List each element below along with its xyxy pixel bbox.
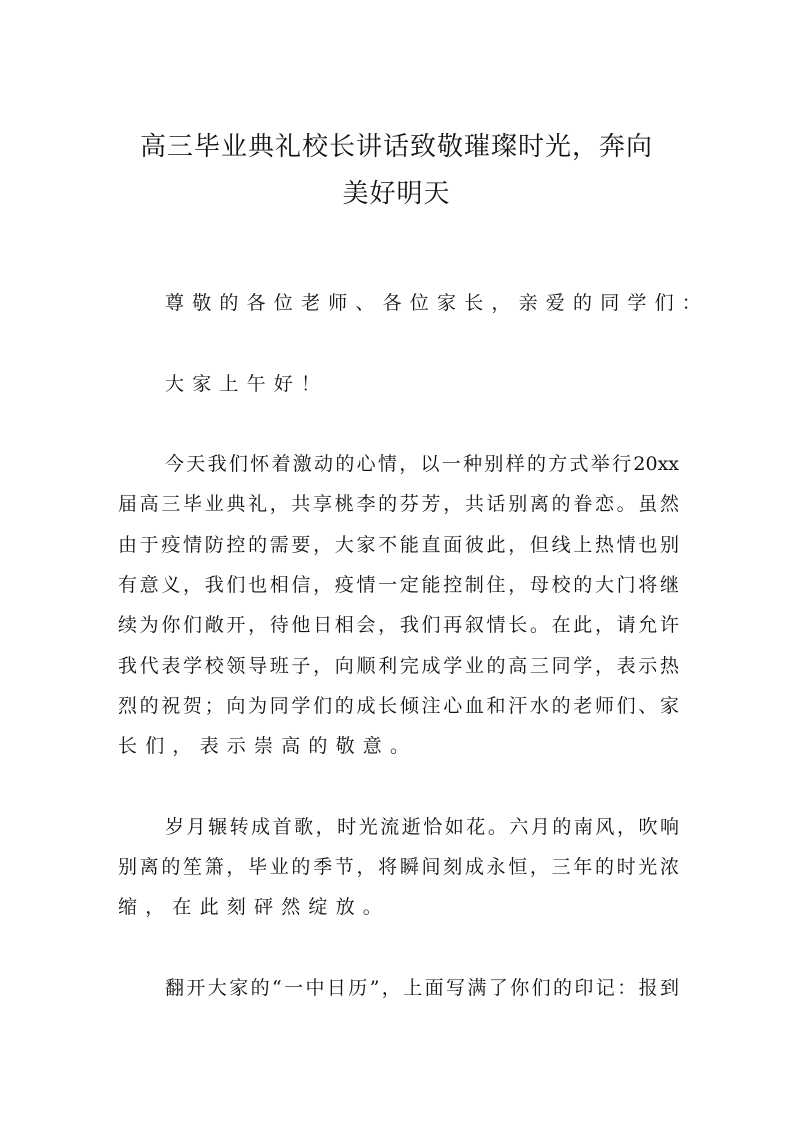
text-line: 缩，在此刻砰然绽放。 — [118, 896, 391, 919]
paragraph-opening — [118, 444, 679, 766]
paragraph-calendar — [118, 968, 679, 1008]
title-line-2: 美好明天 — [342, 179, 451, 209]
document-body — [118, 283, 710, 1008]
text-line: 由于疫情防控的需要，大家不能直面彼此，但线上热情也别 — [118, 533, 679, 556]
text-line: 别离的笙箫，毕业的季节，将瞬间刻成永恒，三年的时光浓 — [118, 856, 679, 879]
paragraph-greeting — [118, 364, 679, 404]
text-line: 翻开大家的“一中日历”，上面写满了你们的印记：报到 — [165, 977, 679, 1000]
text-line: 有意义，我们也相信，疫情一定能控制住，母校的大门将继 — [118, 574, 679, 597]
text-line: 大家上午好！ — [165, 372, 329, 395]
document-title — [110, 124, 683, 218]
text-line: 长们，表示崇高的敬意。 — [118, 735, 418, 758]
text-line: 烈的祝贺；向为同学们的成长倾注心血和汗水的老师们、家 — [118, 694, 679, 717]
text-line: 尊敬的各位老师、各位家长，亲爱的同学们： — [165, 292, 710, 314]
title-line-1: 高三毕业典礼校长讲话致敬璀璨时光，奔向 — [139, 132, 653, 162]
paragraph-salutation — [118, 283, 710, 323]
text-line: 我代表学校领导班子，向顺利完成学业的高三同学，表示热 — [118, 654, 679, 677]
text-line: 届高三毕业典礼，共享桃李的芬芳，共话别离的眷恋。虽然 — [118, 493, 679, 516]
text-line: 岁月辗转成首歌，时光流逝恰如花。六月的南风，吹响 — [165, 815, 679, 838]
text-line: 续为你们敞开，待他日相会，我们再叙情长。在此，请允许 — [118, 614, 679, 637]
text-line: 今天我们怀着激动的心情，以一种别样的方式举行20xx — [165, 453, 679, 476]
paragraph-time — [118, 807, 679, 928]
